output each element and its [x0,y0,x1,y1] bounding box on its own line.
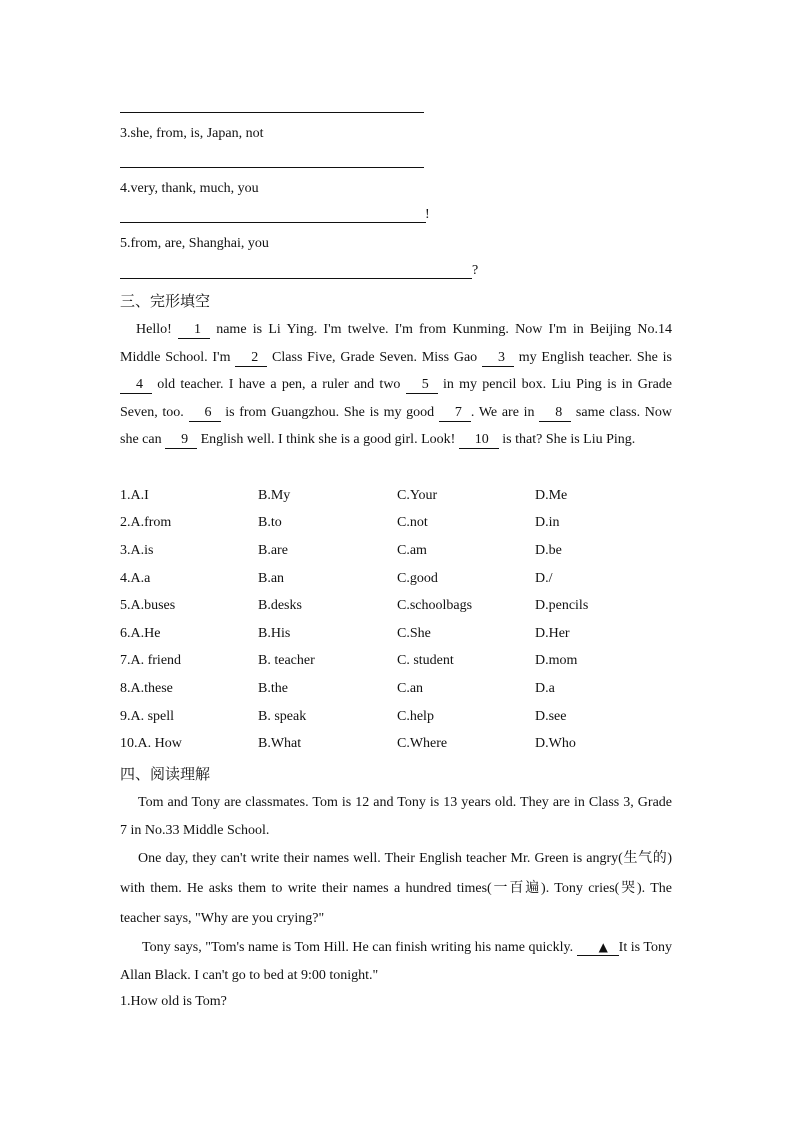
option[interactable]: 9.A. spell [120,709,175,724]
option[interactable]: B.desks [258,598,302,613]
sentence-prompt: 4.very, thank, much, you [120,181,259,196]
cloze-text: old teacher. I have a pen, a ruler and two [152,377,406,393]
cloze-blank[interactable]: 3 [482,350,514,367]
option[interactable]: C.good [397,571,438,586]
option[interactable]: C.schoolbags [397,598,473,613]
cloze-text: in my pencil box. Liu Ping is in Grade Seven, too. [120,377,672,420]
option[interactable]: C.not [397,515,428,530]
option[interactable]: B.What [258,736,302,751]
cloze-blank[interactable]: 2 [235,350,267,367]
reading-text: Tony says, "Tom's name is Tom Hill. He can finish writing his name quickly. [142,940,577,955]
option-row [120,515,680,535]
option[interactable]: D.in [535,515,560,530]
option[interactable]: B.are [258,543,288,558]
cloze-text: English well. I think she is a good girl. Look! [197,432,459,448]
option[interactable]: D.a [535,681,555,696]
option[interactable]: 6.A.He [120,626,161,641]
option[interactable]: D.Me [535,488,568,503]
answer-line[interactable] [120,278,472,279]
option[interactable]: 3.A.is [120,543,154,558]
option[interactable]: B.to [258,515,282,530]
answer-line[interactable] [120,167,424,168]
option[interactable]: D.Her [535,626,570,641]
option-row [120,709,680,729]
reading-question: 1.How old is Tom? [120,994,227,1009]
reading-paragraph: One day, they can't write their names well. Their English teacher Mr. Green is angry(生气的) with them. He asks them to write their names a hundred times(一百遍). Tony cries(哭). The teacher says, "Why are you crying?" [120,851,672,926]
cloze-text: Hello! [136,322,178,337]
option[interactable]: 1.A.I [120,488,149,503]
option-row [120,736,680,756]
option[interactable]: D.be [535,543,562,558]
option[interactable]: D.mom [535,653,578,668]
option-row [120,598,680,618]
option[interactable]: B. teacher [258,653,315,668]
cloze-text: my English teacher. She is [513,349,673,365]
option[interactable]: D.see [535,709,567,724]
option-row [120,653,680,673]
section-heading-cloze: 三、完形填空 [120,292,211,310]
cloze-text: is from Guangzhou. She is my good [220,404,439,420]
reading-blank[interactable]: ▲ [577,939,619,956]
section-heading-reading: 四、阅读理解 [120,765,211,783]
cloze-text: Class Five, Grade Seven. Miss Gao [267,349,482,365]
sentence-prompt: 5.from, are, Shanghai, you [120,236,269,251]
option[interactable]: C.help [397,709,434,724]
cloze-blank[interactable]: 1 [178,322,210,339]
cloze-text: is that? She is Liu Ping. [498,432,636,448]
reading-paragraph [120,934,672,989]
option[interactable]: 7.A. friend [120,653,182,668]
option-row [120,543,680,563]
option[interactable]: D./ [535,571,553,586]
option[interactable]: C.She [397,626,431,641]
reading-paragraph: Tom and Tony are classmates. Tom is 12 and Tony is 13 years old. They are in Class 3, Grade 7 in No.33 Middle School. [120,795,672,838]
cloze-blank[interactable]: 9 [165,432,197,449]
answer-line [120,112,424,113]
option[interactable]: C.Where [397,736,448,751]
cloze-blank[interactable]: 5 [406,377,438,394]
option-row [120,626,680,646]
option[interactable]: C.am [397,543,427,558]
option[interactable]: B.an [258,571,285,586]
option[interactable]: 2.A.from [120,515,172,530]
option[interactable]: B. speak [258,709,307,724]
sentence-prompt: 3.she, from, is, Japan, not [120,126,264,141]
option[interactable]: D.Who [535,736,576,751]
cloze-blank[interactable]: 4 [120,377,152,394]
cloze-blank[interactable]: 6 [189,405,221,422]
option[interactable]: C.an [397,681,424,696]
option[interactable]: 10.A. How [120,736,182,751]
option-row [120,488,680,508]
cloze-blank[interactable]: 7 [439,405,471,422]
answer-end-mark: ? [472,263,479,278]
cloze-blank[interactable]: 8 [539,405,571,422]
option[interactable]: B.My [258,488,291,503]
answer-line[interactable] [120,222,426,223]
reading-text: It is Tony Allan Black. I can't go to bed at 9:00 tonight." [120,940,672,983]
option[interactable]: D.pencils [535,598,589,613]
option[interactable]: 5.A.buses [120,598,176,613]
cloze-text: same class. Now she can [120,404,673,448]
cloze-text: . We are in [470,404,540,420]
cloze-text: name is Li Ying. I'm twelve. I'm from Kunming. Now I'm in Beijing No.14 Middle School. I'm [120,322,673,365]
cloze-blank[interactable]: 10 [459,432,499,449]
option[interactable]: C.Your [397,488,438,503]
option[interactable]: 8.A.these [120,681,173,696]
option[interactable]: B.His [258,626,291,641]
option[interactable]: B.the [258,681,288,696]
option-row [120,681,680,701]
answer-end-mark: ! [425,207,430,222]
option[interactable]: C. student [397,653,454,668]
cloze-passage [120,316,672,454]
option[interactable]: 4.A.a [120,571,151,586]
option-row [120,571,680,591]
